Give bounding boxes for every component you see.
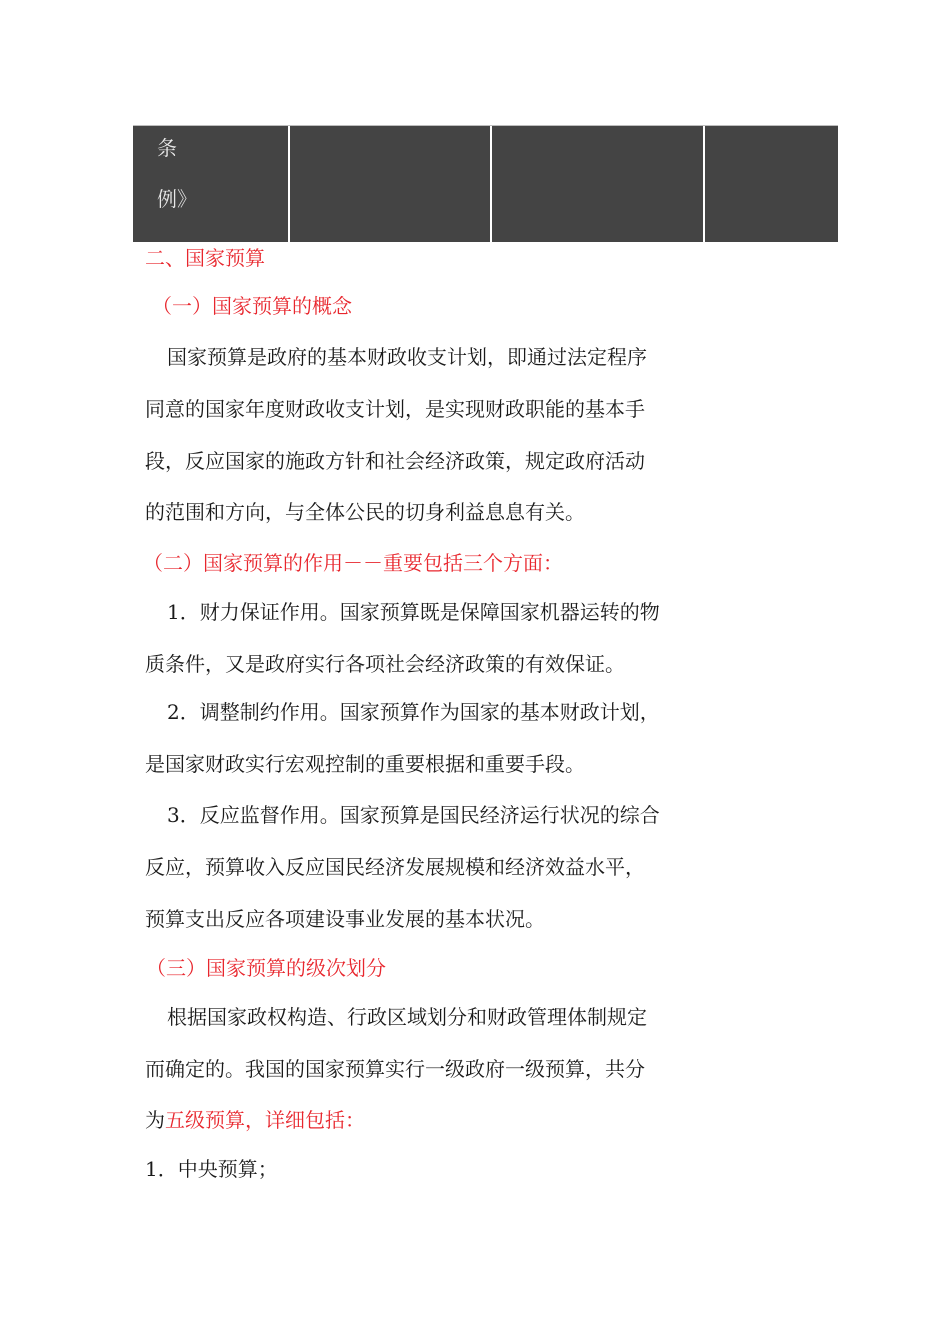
paragraph-line: 根据国家政权构造、行政区域划分和财政管理体制规定 <box>167 1005 647 1029</box>
table-cell-1 <box>133 126 288 242</box>
paragraph-line: 国家预算是政府的基本财政收支计划，即通过法定程序 <box>167 345 647 369</box>
list-item-line: 反应，预算收入反应国民经济发展规模和经济效益水平， <box>145 855 645 879</box>
list-item: 1．中央预算； <box>145 1157 278 1181</box>
list-item-line: 质条件，又是政府实行各项社会经济政策的有效保证。 <box>145 652 625 676</box>
paragraph-line <box>145 1108 365 1132</box>
paragraph-line: 同意的国家年度财政收支计划，是实现财政职能的基本手 <box>145 397 645 421</box>
paragraph-line: 的范围和方向，与全体公民的切身利益息息有关。 <box>145 500 585 524</box>
list-item-line: 3．反应监督作用。国家预算是国民经济运行状况的综合 <box>167 803 660 827</box>
subsection-heading-1: （一）国家预算的概念 <box>152 294 352 318</box>
dark-table-row <box>133 125 838 242</box>
subsection-heading-3: （三）国家预算的级次划分 <box>146 956 386 980</box>
highlighted-text: 五级预算，详细包括： <box>165 1108 365 1132</box>
list-item-line: 1．财力保证作用。国家预算既是保障国家机器运转的物 <box>167 600 660 624</box>
subsection-heading-2: （二）国家预算的作用－－重要包括三个方面： <box>143 551 563 575</box>
table-cell-4 <box>705 126 838 242</box>
list-item-line: 是国家财政实行宏观控制的重要根据和重要手段。 <box>145 752 585 776</box>
paragraph-line: 而确定的。我国的国家预算实行一级政府一级预算，共分 <box>145 1057 645 1081</box>
table-cell-3 <box>492 126 703 242</box>
table-cell-2 <box>290 126 490 242</box>
paragraph-line: 段，反应国家的施政方针和社会经济政策，规定政府活动 <box>145 449 645 473</box>
list-item-line: 2．调整制约作用。国家预算作为国家的基本财政计划， <box>167 700 660 724</box>
paragraph-prefix: 为 <box>145 1108 165 1132</box>
table-cell-text-1: 条 <box>157 136 177 160</box>
table-cell-text-2: 例》 <box>157 187 197 211</box>
list-item-line: 预算支出反应各项建设事业发展的基本状况。 <box>145 907 545 931</box>
section-heading: 二、国家预算 <box>145 246 265 270</box>
